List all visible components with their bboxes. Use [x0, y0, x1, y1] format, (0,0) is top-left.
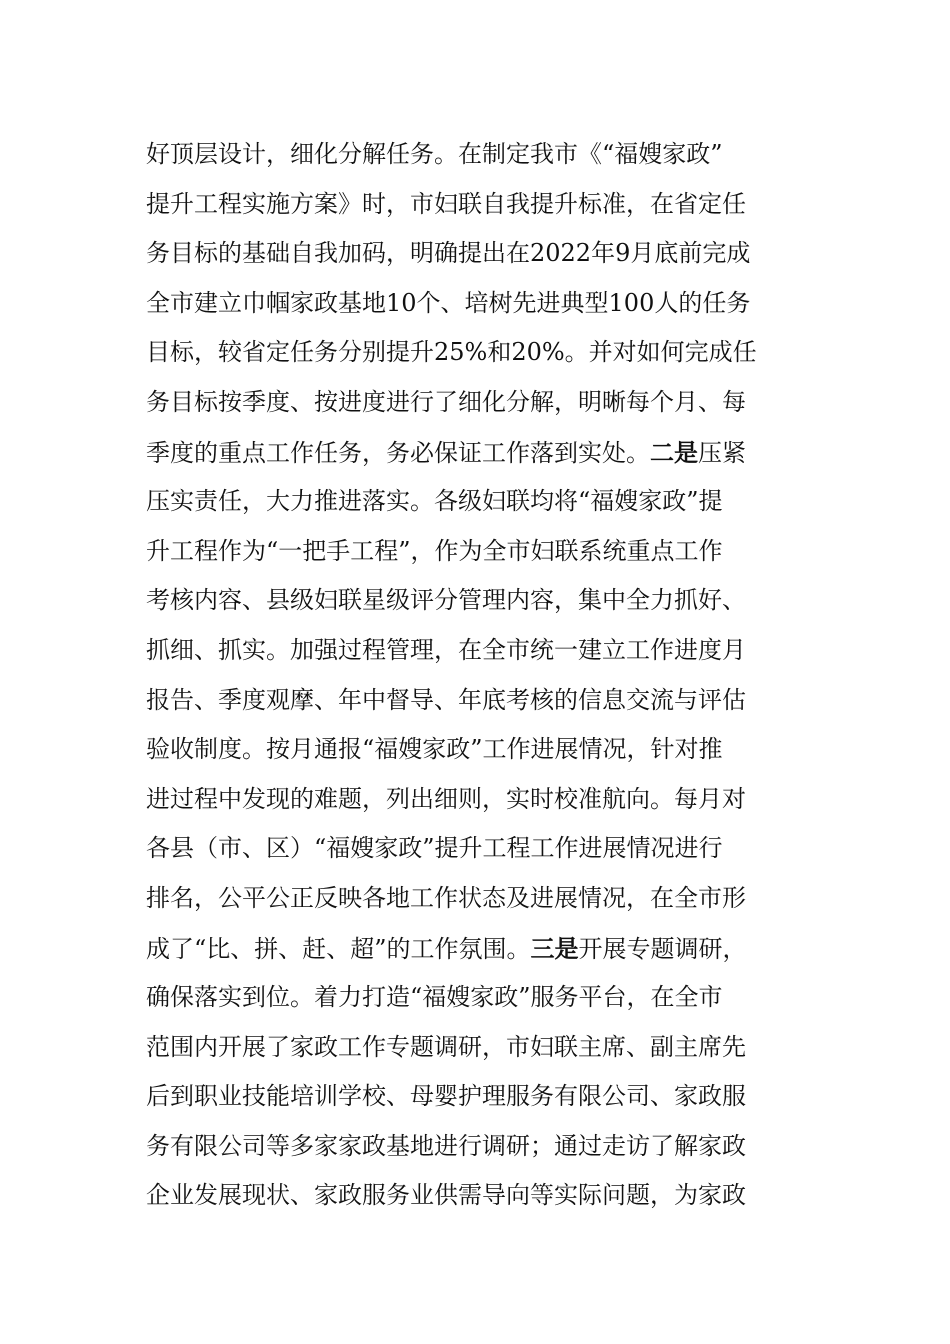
text-line	[146, 824, 806, 874]
text-line	[146, 428, 806, 478]
line-text: 提升工程实施方案》时，市妇联自我提升标准，在省定任	[146, 189, 746, 218]
line-text: 考核内容、县级妇联星级评分管理内容，集中全力抓好、	[146, 586, 746, 615]
line-text: 开展专题调研，	[578, 934, 747, 963]
text-line	[146, 973, 806, 1023]
line-text: 范围内开展了家政工作专题调研，市妇联主席、副主席先	[146, 1032, 746, 1061]
text-line	[146, 1122, 806, 1172]
line-text: 进过程中发现的难题，列出细则，实时校准航向。每月对	[146, 784, 746, 813]
text-line	[146, 1171, 806, 1221]
line-text: 验收制度。按月通报“福嫂家政”工作进展情况，针对推	[146, 735, 723, 764]
line-text: 各县（市、区）“福嫂家政”提升工程工作进展情况进行	[146, 834, 723, 863]
text-line	[146, 180, 806, 230]
text-line	[146, 1023, 806, 1073]
line-text: 后到职业技能培训学校、母婴护理服务有限公司、家政服	[146, 1082, 746, 1111]
text-line	[146, 576, 806, 626]
text-line	[146, 279, 806, 329]
text-line	[146, 874, 806, 924]
line-text: 压实责任，大力推进落实。各级妇联均将“福嫂家政”提	[146, 487, 723, 516]
text-line	[146, 1072, 806, 1122]
line-text: 企业发展现状、家政服务业供需导向等实际问题，为家政	[146, 1181, 746, 1210]
line-text: 抓细、抓实。加强过程管理，在全市统一建立工作进度月	[146, 635, 746, 664]
line-text: 升工程作为“一把手工程”，作为全市妇联系统重点工作	[146, 536, 723, 565]
line-text: 务目标按季度、按进度进行了细化分解，明晰每个月、每	[146, 387, 746, 416]
text-line	[146, 924, 806, 974]
text-line	[146, 527, 806, 577]
line-text: 好顶层设计，细化分解任务。在制定我市《“福嫂家政”	[146, 140, 723, 168]
body-text	[146, 130, 806, 1221]
text-line	[146, 775, 806, 825]
text-line	[146, 328, 806, 378]
line-text: 确保落实到位。着力打造“福嫂家政”服务平台，在全市	[146, 983, 723, 1012]
line-text: 排名，公平公正反映各地工作状态及进展情况，在全市形	[146, 883, 746, 912]
text-line	[146, 626, 806, 676]
text-line	[146, 229, 806, 279]
text-line	[146, 477, 806, 527]
text-line	[146, 725, 806, 775]
line-text: 成了“比、拼、赶、超”的工作氛围。	[146, 934, 531, 963]
line-text: 报告、季度观摩、年中督导、年底考核的信息交流与评估	[146, 685, 746, 714]
text-line	[146, 130, 806, 180]
point-marker-two: 二是	[650, 437, 698, 467]
line-text: 季度的重点工作任务，务必保证工作落到实处。	[146, 438, 650, 467]
text-line	[146, 676, 806, 726]
line-text: 目标，较省定任务分别提升25%和20%。并对如何完成任	[146, 338, 757, 367]
text-line	[146, 378, 806, 428]
line-text: 务有限公司等多家家政基地进行调研；通过走访了解家政	[146, 1131, 746, 1160]
point-marker-three: 三是	[530, 933, 579, 963]
line-text: 压紧	[698, 438, 746, 467]
line-text: 务目标的基础自我加码，明确提出在2022年9月底前完成	[146, 239, 751, 268]
line-text: 全市建立巾帼家政基地10个、培树先进典型100人的任务	[146, 288, 751, 317]
